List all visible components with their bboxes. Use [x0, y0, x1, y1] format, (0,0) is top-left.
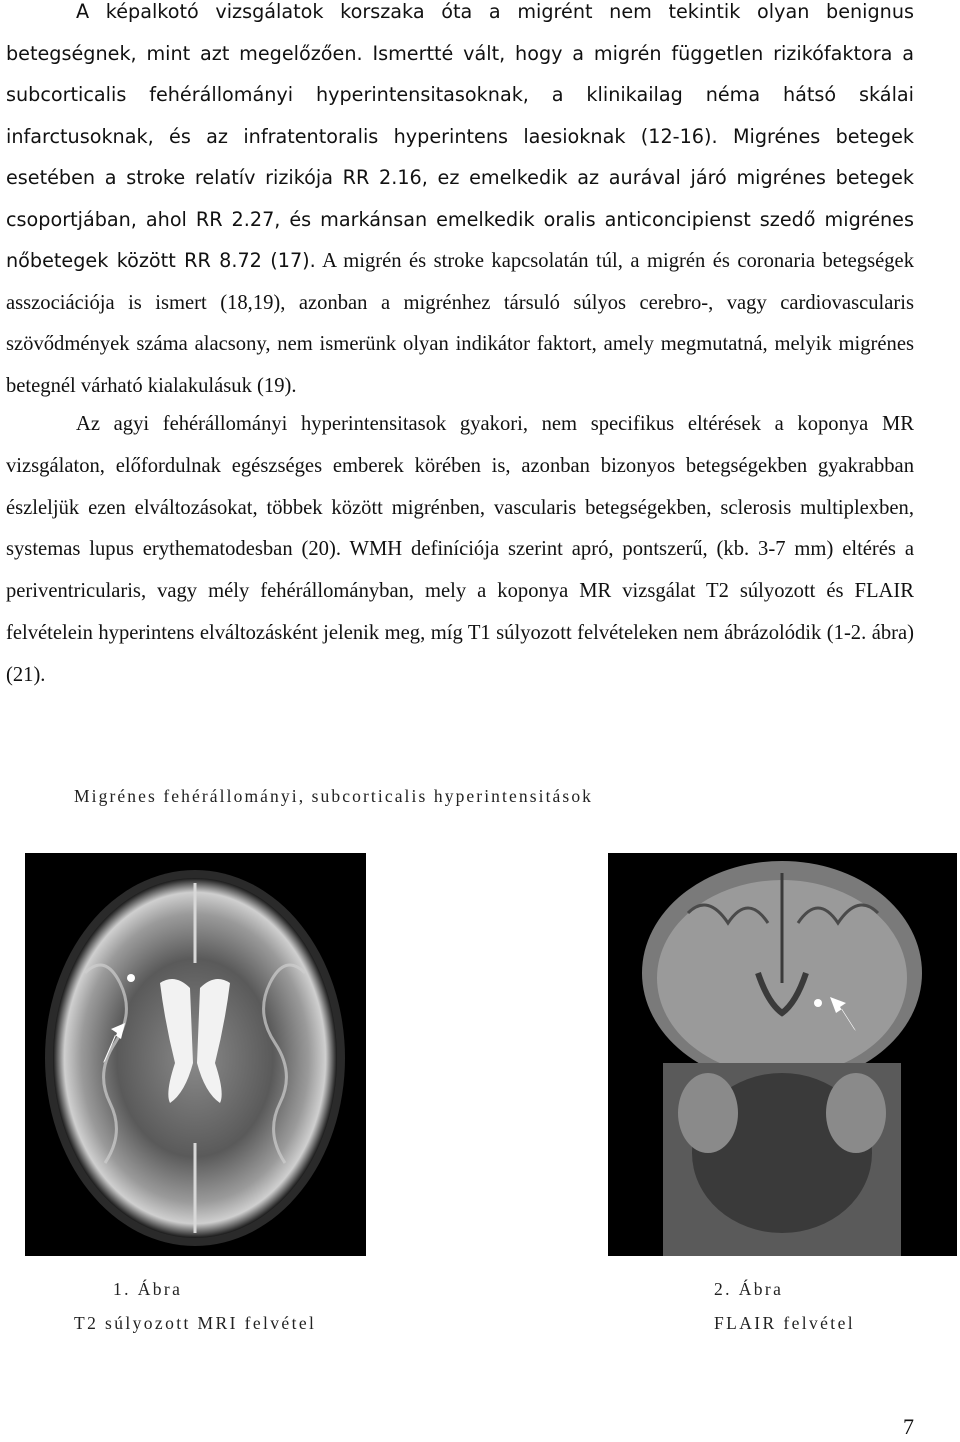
figure-1-caption: T2 súlyozott MRI felvétel — [74, 1313, 317, 1333]
figure-1-number: 1. Ábra — [113, 1279, 183, 1299]
paragraph-1-part-a: A képalkotó vizsgálatok korszaka óta a migrént nem tekintik olyan benignus betegségnek, mint azt megelőzően. Ismertté vált, hogy a migrén független rizikófaktora a subcorticalis fehérállományi hyperintensitasoknak, a klinikailag néma hátsó skálai infarctusoknak, és az infratentoralis hyperintens laesioknak (12-16). Migrénes betegek esetében a stroke relatív rizikója RR 2.16, ez emelkedik az aurával járó migrénes betegek csoportjában, ahol RR 2.27, és markánsan emelkedik oralis anticoncipienst szedő migrénes nőbetegek között RR 8.72 (17). — [6, 0, 914, 272]
page-number: 7 — [903, 1414, 914, 1439]
paragraph-1-part-b: A migrén és stroke kapcsolatán túl, a migrén és coronaria betegségek asszociációja is ismert (18,19), azonban a migrénhez társuló súlyos cerebro-, vagy cardiovascularis szövődmények száma alacsony, nem ismerünk olyan indikátor faktort, amely megmutatná, melyik migrénes betegnél várható kialakulásuk (19). — [6, 250, 914, 397]
figure-2-mri-coronal-image — [608, 853, 957, 1256]
figure-2-caption: FLAIR felvétel — [714, 1313, 856, 1333]
figure-2-number: 2. Ábra — [714, 1279, 784, 1299]
paragraph-1 — [6, 0, 914, 407]
figure-1-mri-axial-image — [25, 853, 366, 1256]
paragraph-2: Az agyi fehérállományi hyperintensitasok gyakori, nem specifikus eltérések a koponya MR vizsgálaton, előfordulnak egészséges emberek körében is, azonban bizonyos betegségekben gyakrabban észleljük ezen elváltozásokat, többek között migrénben, vascularis betegségekben, sclerosis multiplexben, systemas lupus erythematodesban (20). WMH definíciója szerint apró, pontszerű, (kb. 3-7 mm) eltérés a periventricularis, vagy mély fehérállományban, mely a koponya MR vizsgálat T2 súlyozott és FLAIR felvételein hyperintens elváltozásként jelenik meg, míg T1 súlyozott felvételeken nem ábrázolódik (1-2. ábra)(21). — [6, 413, 914, 686]
figure-heading: Migrénes fehérállományi, subcorticalis hyperintensitások — [74, 786, 594, 806]
